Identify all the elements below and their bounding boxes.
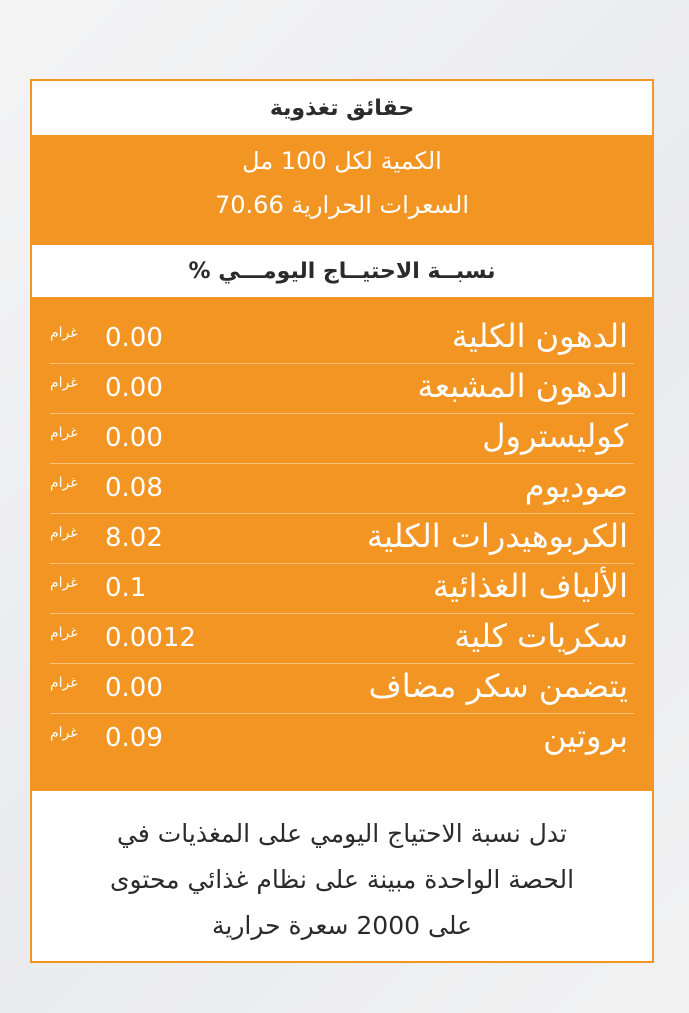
nutrient-unit: غرام — [50, 625, 78, 641]
nutrient-label: صوديوم — [524, 467, 628, 505]
nutrient-label: بروتين — [543, 717, 628, 755]
nutrient-row — [50, 513, 634, 564]
nutrient-value: 0.00 — [105, 323, 163, 353]
serving-size: الكمية لكل 100 مل — [242, 147, 442, 175]
nutrient-row — [50, 413, 634, 464]
footnote-line: الحصة الواحدة مبينة على نظام غذائي محتوى — [109, 865, 575, 894]
nutrient-value: 0.09 — [105, 723, 163, 753]
nutrient-row — [50, 713, 634, 763]
nutrient-row — [50, 663, 634, 714]
nutrient-label: كوليسترول — [482, 417, 628, 455]
nutrient-row — [50, 613, 634, 664]
nutrient-unit: غرام — [50, 725, 78, 741]
serving-info-band — [32, 135, 652, 245]
nutrient-unit: غرام — [50, 675, 78, 691]
nutrient-row — [50, 363, 634, 414]
nutrient-value: 8.02 — [105, 523, 163, 553]
nutrient-value: 0.00 — [105, 673, 163, 703]
nutrient-unit: غرام — [50, 475, 78, 491]
nutrient-value: 0.00 — [105, 373, 163, 403]
nutrition-facts-panel — [30, 79, 654, 963]
nutrient-unit: غرام — [50, 375, 78, 391]
nutrient-row — [50, 313, 634, 364]
nutrient-unit: غرام — [50, 325, 78, 341]
nutrient-label: الكربوهيدرات الكلية — [366, 517, 628, 555]
nutrient-label: الألياف الغذائية — [432, 567, 628, 605]
nutrient-unit: غرام — [50, 525, 78, 541]
nutrient-unit: غرام — [50, 575, 78, 591]
nutrient-label: سكريات كلية — [454, 617, 628, 655]
calories: السعرات الحرارية 70.66 — [215, 191, 469, 219]
footnote-line: على 2000 سعرة حرارية — [211, 911, 473, 940]
footnote-line: تدل نسبة الاحتياج اليومي على المغذيات في — [116, 819, 567, 848]
nutrient-list — [32, 297, 652, 791]
nutrient-row — [50, 463, 634, 514]
daily-value-footnote — [46, 811, 638, 949]
nutrient-label: الدهون الكلية — [451, 317, 628, 355]
nutrient-label: يتضمن سكر مضاف — [368, 667, 628, 705]
nutrient-unit: غرام — [50, 425, 78, 441]
daily-value-header: نسبــة الاحتيــاج اليومـــي % — [188, 258, 496, 284]
nutrition-title: حقائق تغذوية — [269, 95, 415, 121]
nutrient-label: الدهون المشبعة — [417, 367, 628, 405]
nutrient-value: 0.00 — [105, 423, 163, 453]
nutrient-row — [50, 563, 634, 614]
nutrient-value: 0.0012 — [105, 623, 196, 653]
nutrient-value: 0.08 — [105, 473, 163, 503]
nutrient-value: 0.1 — [105, 573, 147, 603]
